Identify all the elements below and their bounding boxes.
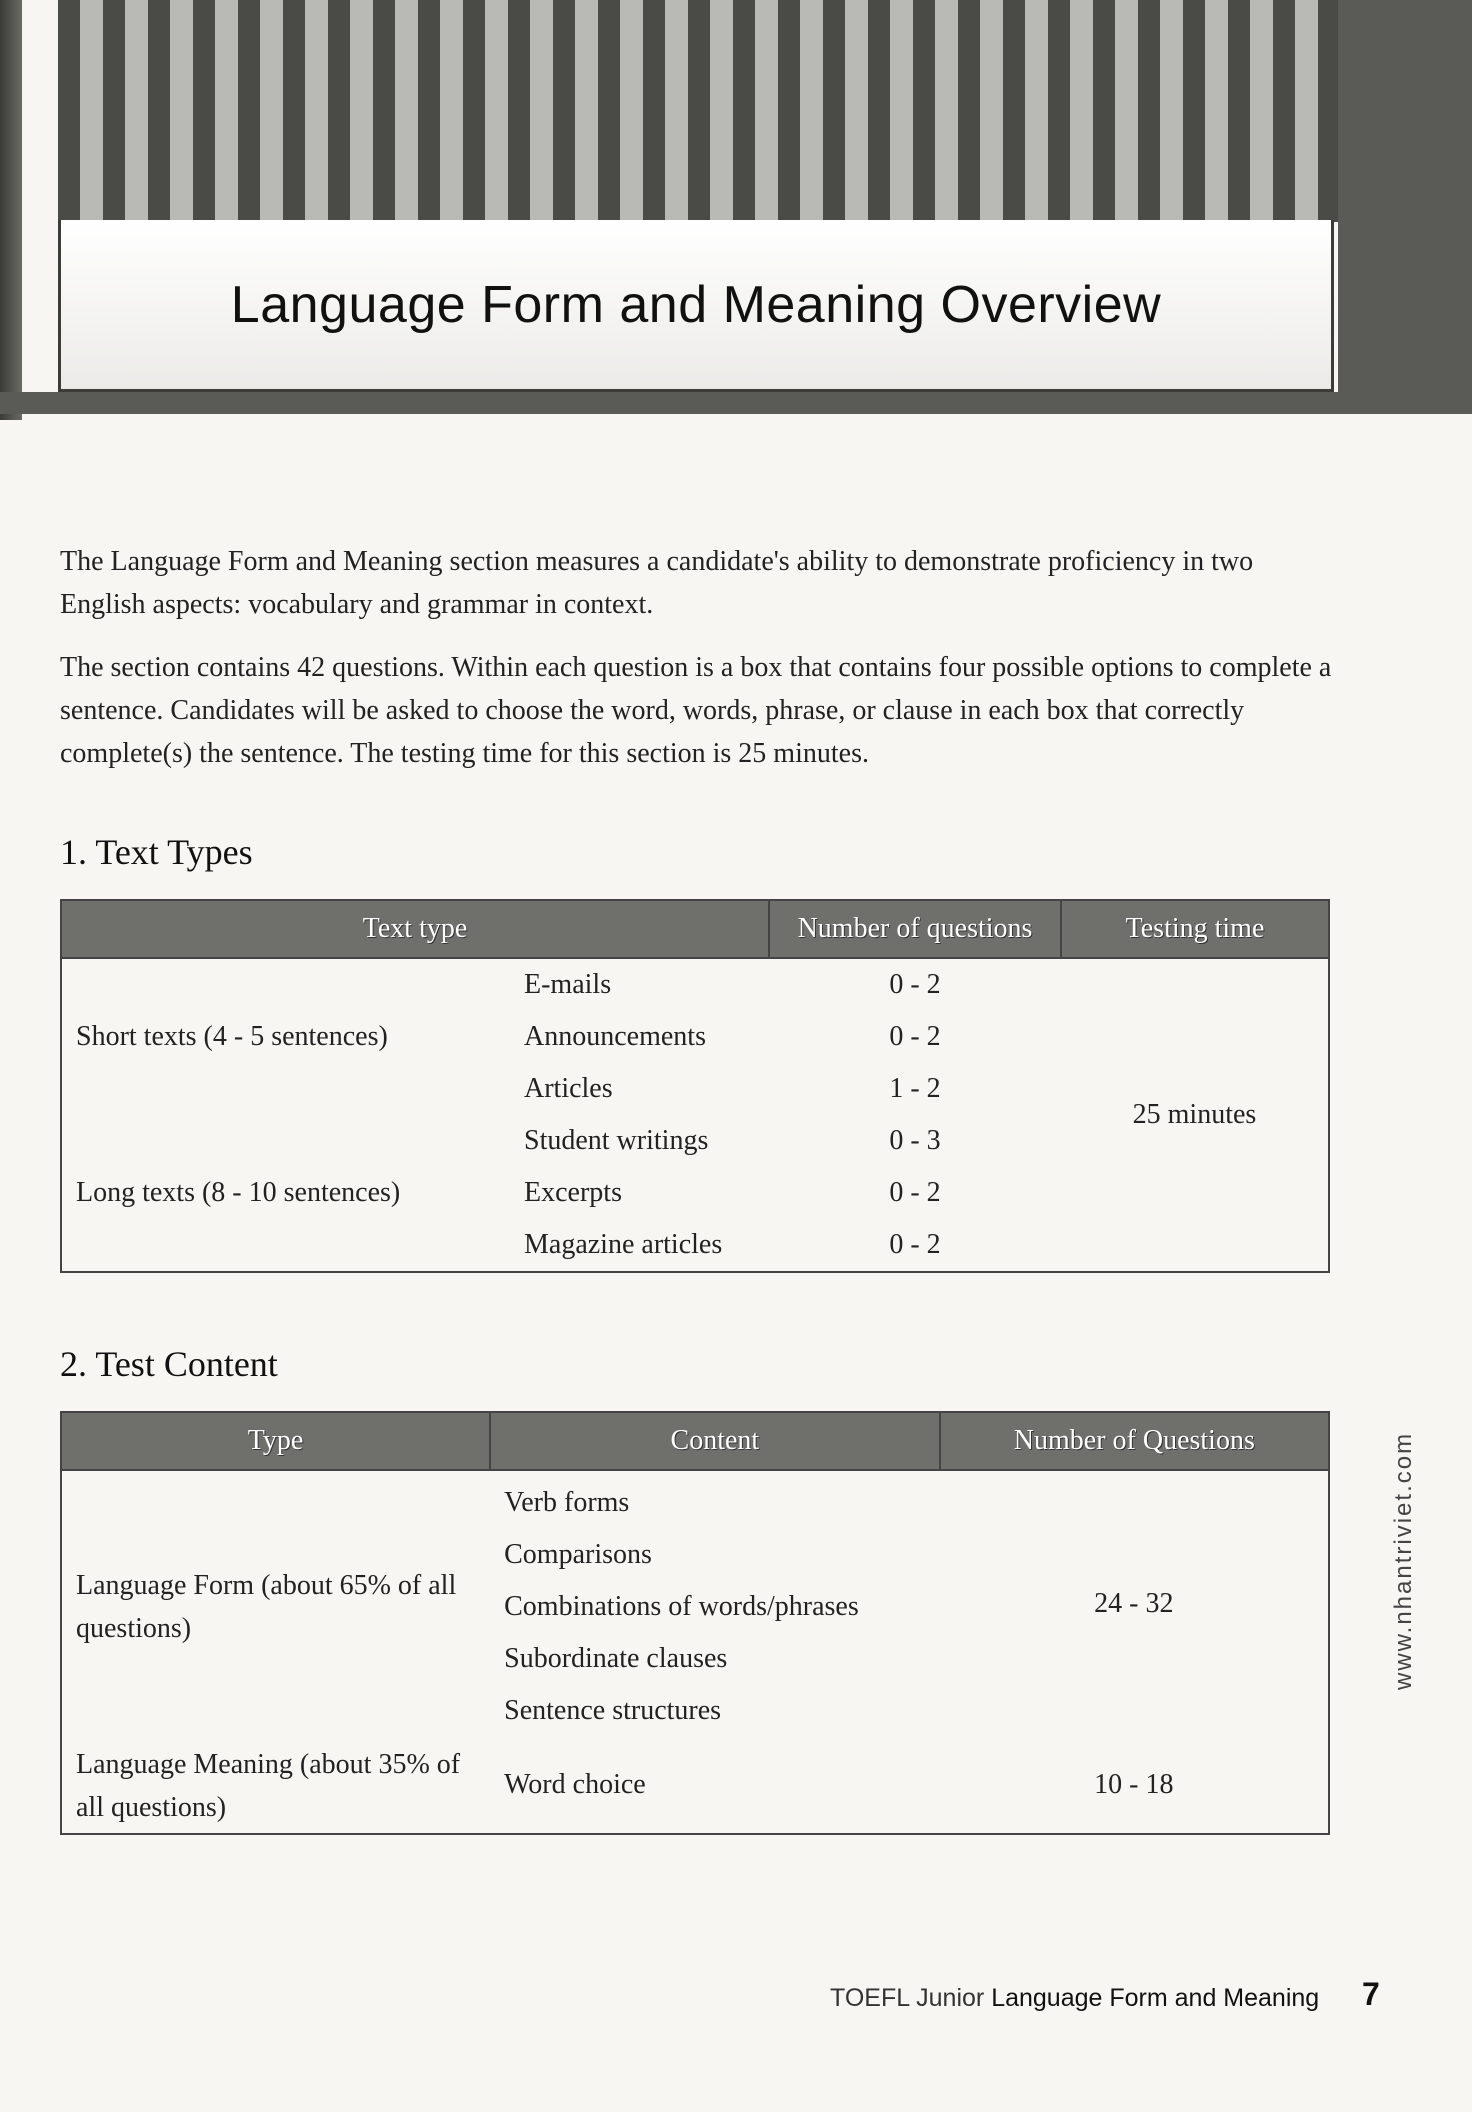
text-type-cell: Magazine articles [524,1229,723,1260]
content-item: Word choice [504,1769,646,1800]
type-cell-form: Language Form (about 65% of all questions) [76,1570,457,1644]
th-type: Type [61,1412,490,1470]
table-row [61,958,1329,1011]
group-label-short: Short texts (4 - 5 sentences) [76,1021,388,1052]
count-cell: 0 - 2 [889,1229,941,1260]
running-footer [830,1984,1319,2013]
count-cell: 0 - 3 [889,1125,941,1156]
content-item: Subordinate clauses [504,1643,728,1674]
table-row [61,1470,1329,1737]
text-types-table [60,899,1330,1273]
text-type-cell: Student writings [524,1125,709,1156]
count-cell: 0 - 2 [889,969,941,1000]
section-1-title: 1. Text Types [60,832,253,872]
title-box [58,220,1334,392]
content-item: Verb forms [504,1487,630,1518]
th-number-of-questions-2: Number of Questions [940,1412,1329,1470]
th-testing-time: Testing time [1061,900,1329,958]
count-cell-form: 24 - 32 [1094,1588,1174,1619]
count-cell: 1 - 2 [889,1073,941,1104]
text-type-cell: Articles [524,1073,613,1104]
intro-paragraph-1: The Language Form and Meaning section measures a candidate's ability to demonstrate proficiency in two English aspects: vocabulary and grammar in context. [60,546,1254,620]
content-item: Comparisons [504,1539,652,1570]
count-cell: 0 - 2 [889,1177,941,1208]
banner-bottom-bar [0,392,1472,414]
page-edge-shadow [0,0,22,420]
table-row [61,1737,1329,1834]
th-content: Content [490,1412,940,1470]
text-type-cell: Excerpts [524,1177,622,1208]
th-number-of-questions: Number of questions [769,900,1061,958]
content-item: Combinations of words/phrases [504,1591,859,1622]
website-watermark: www.nhantriviet.com [1390,1431,1417,1690]
page-number: 7 [1362,1976,1380,2012]
testing-time-cell: 25 minutes [1132,1099,1257,1130]
group-label-long: Long texts (8 - 10 sentences) [76,1177,401,1208]
striped-banner [58,0,1338,222]
footer-book-title: Language Form and Meaning [991,1984,1320,2012]
intro-paragraph-2: The section contains 42 questions. Within each question is a box that contains four possible options to complete a sentence. Candidates will be asked to choose the word, words, phrase, or clause in each box that correctly complete(s) the sentence. The testing time for this section is 25 minutes. [60,652,1332,769]
text-type-cell: E-mails [524,969,612,1000]
footer-series: TOEFL Junior [830,1984,985,2012]
type-cell-meaning: Language Meaning (about 35% of all questions) [76,1749,461,1823]
th-text-type: Text type [61,900,769,958]
count-cell-meaning: 10 - 18 [1094,1769,1174,1800]
header-dark-panel [1338,0,1472,414]
page-title: Language Form and Meaning Overview [230,275,1162,334]
page-body [60,540,1335,1835]
text-type-cell: Announcements [524,1021,706,1052]
section-2-title: 2. Test Content [60,1344,278,1384]
count-cell: 0 - 2 [889,1021,941,1052]
content-item: Sentence structures [504,1695,722,1726]
test-content-table [60,1411,1330,1835]
